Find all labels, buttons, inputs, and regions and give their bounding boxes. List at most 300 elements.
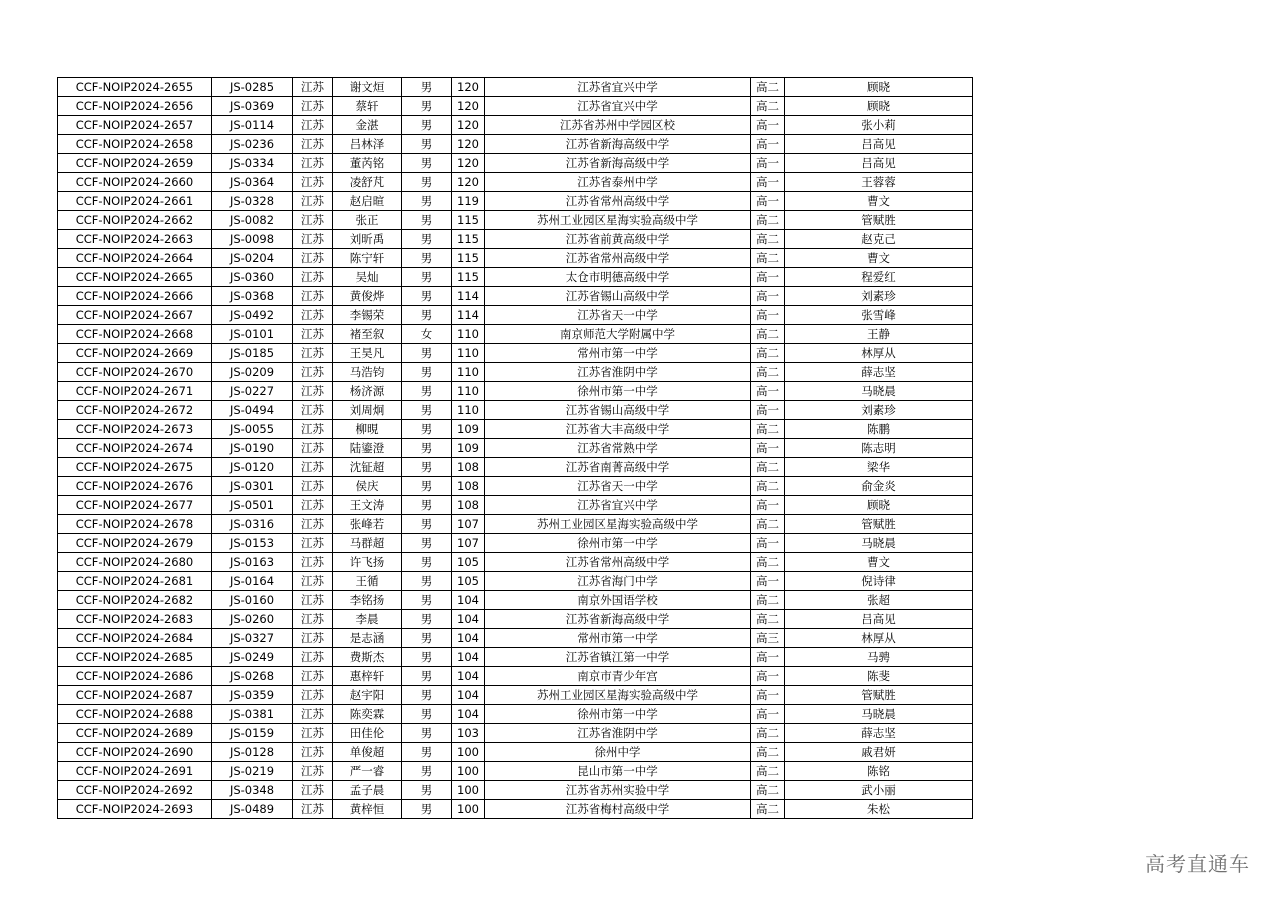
cell-name: 孟子晨	[333, 781, 402, 800]
cell-school: 江苏省新海高级中学	[485, 135, 751, 154]
cell-grade: 高二	[751, 211, 785, 230]
cell-coach: 刘素珍	[785, 401, 973, 420]
cell-contestant-id: JS-0369	[212, 97, 293, 116]
cell-award-id: CCF-NOIP2024-2692	[58, 781, 212, 800]
cell-contestant-id: JS-0268	[212, 667, 293, 686]
cell-name: 刘周炯	[333, 401, 402, 420]
cell-contestant-id: JS-0164	[212, 572, 293, 591]
cell-school: 江苏省梅村高级中学	[485, 800, 751, 819]
cell-award-id: CCF-NOIP2024-2693	[58, 800, 212, 819]
cell-grade: 高二	[751, 477, 785, 496]
cell-grade: 高二	[751, 230, 785, 249]
cell-coach: 王静	[785, 325, 973, 344]
cell-gender: 男	[402, 610, 452, 629]
cell-province: 江苏	[293, 686, 333, 705]
cell-name: 王文涛	[333, 496, 402, 515]
cell-award-id: CCF-NOIP2024-2690	[58, 743, 212, 762]
cell-school: 江苏省常州高级中学	[485, 192, 751, 211]
cell-province: 江苏	[293, 268, 333, 287]
cell-school: 江苏省常州高级中学	[485, 249, 751, 268]
cell-province: 江苏	[293, 154, 333, 173]
cell-score: 104	[452, 705, 485, 724]
cell-award-id: CCF-NOIP2024-2677	[58, 496, 212, 515]
cell-province: 江苏	[293, 173, 333, 192]
cell-contestant-id: JS-0128	[212, 743, 293, 762]
cell-gender: 男	[402, 173, 452, 192]
cell-name: 李锡荣	[333, 306, 402, 325]
table-row	[58, 363, 973, 382]
cell-gender: 男	[402, 230, 452, 249]
cell-score: 120	[452, 78, 485, 97]
cell-school: 江苏省苏州中学园区校	[485, 116, 751, 135]
cell-school: 江苏省淮阴中学	[485, 363, 751, 382]
cell-contestant-id: JS-0153	[212, 534, 293, 553]
cell-score: 110	[452, 401, 485, 420]
cell-coach: 曹文	[785, 192, 973, 211]
cell-score: 110	[452, 325, 485, 344]
cell-name: 单俊超	[333, 743, 402, 762]
cell-grade: 高一	[751, 173, 785, 192]
cell-gender: 男	[402, 78, 452, 97]
table-row	[58, 800, 973, 819]
cell-school: 江苏省镇江第一中学	[485, 648, 751, 667]
cell-score: 104	[452, 591, 485, 610]
cell-coach: 武小丽	[785, 781, 973, 800]
cell-school: 徐州市第一中学	[485, 705, 751, 724]
cell-gender: 男	[402, 515, 452, 534]
cell-coach: 顾晓	[785, 97, 973, 116]
cell-contestant-id: JS-0328	[212, 192, 293, 211]
cell-province: 江苏	[293, 743, 333, 762]
cell-contestant-id: JS-0360	[212, 268, 293, 287]
cell-award-id: CCF-NOIP2024-2663	[58, 230, 212, 249]
cell-grade: 高二	[751, 743, 785, 762]
cell-coach: 顾晓	[785, 78, 973, 97]
cell-school: 江苏省锡山高级中学	[485, 287, 751, 306]
cell-score: 100	[452, 743, 485, 762]
table-row	[58, 667, 973, 686]
cell-name: 陈奕霖	[333, 705, 402, 724]
cell-contestant-id: JS-0120	[212, 458, 293, 477]
cell-province: 江苏	[293, 135, 333, 154]
cell-name: 陆鎏澄	[333, 439, 402, 458]
cell-province: 江苏	[293, 401, 333, 420]
cell-coach: 林厚从	[785, 629, 973, 648]
cell-score: 105	[452, 553, 485, 572]
cell-name: 张峰若	[333, 515, 402, 534]
cell-province: 江苏	[293, 648, 333, 667]
cell-school: 苏州工业园区星海实验高级中学	[485, 686, 751, 705]
cell-award-id: CCF-NOIP2024-2680	[58, 553, 212, 572]
cell-score: 110	[452, 363, 485, 382]
cell-contestant-id: JS-0348	[212, 781, 293, 800]
cell-contestant-id: JS-0359	[212, 686, 293, 705]
cell-contestant-id: JS-0368	[212, 287, 293, 306]
cell-name: 金湛	[333, 116, 402, 135]
cell-contestant-id: JS-0501	[212, 496, 293, 515]
cell-gender: 男	[402, 401, 452, 420]
cell-award-id: CCF-NOIP2024-2673	[58, 420, 212, 439]
cell-coach: 马晓晨	[785, 705, 973, 724]
table-row	[58, 401, 973, 420]
cell-grade: 高一	[751, 154, 785, 173]
cell-contestant-id: JS-0301	[212, 477, 293, 496]
cell-coach: 顾晓	[785, 496, 973, 515]
cell-coach: 薛志坚	[785, 363, 973, 382]
cell-award-id: CCF-NOIP2024-2672	[58, 401, 212, 420]
cell-gender: 男	[402, 306, 452, 325]
cell-score: 115	[452, 211, 485, 230]
cell-school: 江苏省前黄高级中学	[485, 230, 751, 249]
cell-province: 江苏	[293, 800, 333, 819]
cell-grade: 高一	[751, 135, 785, 154]
cell-coach: 倪诗律	[785, 572, 973, 591]
cell-grade: 高一	[751, 572, 785, 591]
cell-award-id: CCF-NOIP2024-2676	[58, 477, 212, 496]
cell-gender: 男	[402, 363, 452, 382]
cell-gender: 男	[402, 287, 452, 306]
cell-score: 107	[452, 515, 485, 534]
cell-gender: 男	[402, 135, 452, 154]
cell-coach: 陈斐	[785, 667, 973, 686]
cell-score: 103	[452, 724, 485, 743]
cell-coach: 薛志坚	[785, 724, 973, 743]
cell-province: 江苏	[293, 420, 333, 439]
cell-score: 110	[452, 344, 485, 363]
cell-grade: 高一	[751, 686, 785, 705]
cell-province: 江苏	[293, 496, 333, 515]
cell-school: 徐州市第一中学	[485, 382, 751, 401]
table-row	[58, 116, 973, 135]
cell-award-id: CCF-NOIP2024-2671	[58, 382, 212, 401]
cell-grade: 高一	[751, 648, 785, 667]
cell-score: 115	[452, 249, 485, 268]
cell-grade: 高二	[751, 458, 785, 477]
cell-contestant-id: JS-0489	[212, 800, 293, 819]
cell-school: 江苏省宜兴中学	[485, 78, 751, 97]
cell-gender: 男	[402, 192, 452, 211]
cell-gender: 男	[402, 420, 452, 439]
cell-coach: 马晓晨	[785, 382, 973, 401]
cell-province: 江苏	[293, 439, 333, 458]
cell-grade: 高二	[751, 762, 785, 781]
cell-award-id: CCF-NOIP2024-2655	[58, 78, 212, 97]
cell-contestant-id: JS-0236	[212, 135, 293, 154]
cell-score: 115	[452, 268, 485, 287]
cell-school: 江苏省常熟中学	[485, 439, 751, 458]
cell-score: 120	[452, 116, 485, 135]
cell-award-id: CCF-NOIP2024-2691	[58, 762, 212, 781]
cell-gender: 男	[402, 211, 452, 230]
cell-coach: 管赋胜	[785, 515, 973, 534]
cell-contestant-id: JS-0285	[212, 78, 293, 97]
cell-award-id: CCF-NOIP2024-2662	[58, 211, 212, 230]
cell-school: 江苏省锡山高级中学	[485, 401, 751, 420]
cell-contestant-id: JS-0219	[212, 762, 293, 781]
cell-award-id: CCF-NOIP2024-2678	[58, 515, 212, 534]
watermark-text: 高考直通车	[1145, 852, 1250, 876]
results-table	[57, 77, 973, 819]
table-row	[58, 97, 973, 116]
cell-province: 江苏	[293, 97, 333, 116]
cell-school: 江苏省南菁高级中学	[485, 458, 751, 477]
cell-grade: 高一	[751, 439, 785, 458]
cell-province: 江苏	[293, 211, 333, 230]
cell-name: 吴灿	[333, 268, 402, 287]
cell-name: 刘昕禹	[333, 230, 402, 249]
cell-score: 104	[452, 686, 485, 705]
cell-province: 江苏	[293, 287, 333, 306]
cell-name: 杨济源	[333, 382, 402, 401]
cell-school: 江苏省宜兴中学	[485, 496, 751, 515]
cell-coach: 吕高见	[785, 135, 973, 154]
cell-gender: 男	[402, 800, 452, 819]
table-row	[58, 705, 973, 724]
cell-province: 江苏	[293, 762, 333, 781]
cell-coach: 张超	[785, 591, 973, 610]
cell-score: 104	[452, 667, 485, 686]
cell-contestant-id: JS-0190	[212, 439, 293, 458]
cell-score: 120	[452, 173, 485, 192]
cell-score: 110	[452, 382, 485, 401]
cell-award-id: CCF-NOIP2024-2658	[58, 135, 212, 154]
cell-score: 104	[452, 629, 485, 648]
cell-gender: 男	[402, 648, 452, 667]
table-row	[58, 192, 973, 211]
cell-award-id: CCF-NOIP2024-2664	[58, 249, 212, 268]
results-table-body	[58, 78, 973, 819]
cell-score: 108	[452, 458, 485, 477]
cell-grade: 高二	[751, 610, 785, 629]
cell-name: 费斯杰	[333, 648, 402, 667]
table-row	[58, 325, 973, 344]
cell-coach: 管赋胜	[785, 686, 973, 705]
table-row	[58, 496, 973, 515]
cell-grade: 高二	[751, 363, 785, 382]
cell-score: 120	[452, 97, 485, 116]
cell-contestant-id: JS-0334	[212, 154, 293, 173]
table-row	[58, 534, 973, 553]
cell-contestant-id: JS-0055	[212, 420, 293, 439]
cell-grade: 高三	[751, 629, 785, 648]
cell-coach: 陈铭	[785, 762, 973, 781]
table-row	[58, 154, 973, 173]
table-row	[58, 230, 973, 249]
cell-school: 南京外国语学校	[485, 591, 751, 610]
cell-award-id: CCF-NOIP2024-2660	[58, 173, 212, 192]
cell-award-id: CCF-NOIP2024-2667	[58, 306, 212, 325]
table-row	[58, 287, 973, 306]
cell-award-id: CCF-NOIP2024-2656	[58, 97, 212, 116]
cell-grade: 高二	[751, 553, 785, 572]
cell-name: 凌舒芃	[333, 173, 402, 192]
table-row	[58, 762, 973, 781]
cell-gender: 男	[402, 496, 452, 515]
cell-coach: 吕高见	[785, 154, 973, 173]
cell-province: 江苏	[293, 249, 333, 268]
table-row	[58, 743, 973, 762]
cell-province: 江苏	[293, 667, 333, 686]
cell-school: 江苏省宜兴中学	[485, 97, 751, 116]
cell-award-id: CCF-NOIP2024-2683	[58, 610, 212, 629]
cell-grade: 高一	[751, 287, 785, 306]
cell-gender: 男	[402, 591, 452, 610]
cell-coach: 朱松	[785, 800, 973, 819]
table-row	[58, 553, 973, 572]
cell-score: 104	[452, 648, 485, 667]
cell-coach: 曹文	[785, 553, 973, 572]
cell-score: 104	[452, 610, 485, 629]
cell-province: 江苏	[293, 344, 333, 363]
cell-coach: 刘素珍	[785, 287, 973, 306]
cell-contestant-id: JS-0082	[212, 211, 293, 230]
cell-award-id: CCF-NOIP2024-2675	[58, 458, 212, 477]
cell-coach: 程爱红	[785, 268, 973, 287]
cell-province: 江苏	[293, 629, 333, 648]
cell-name: 王循	[333, 572, 402, 591]
cell-province: 江苏	[293, 724, 333, 743]
cell-gender: 男	[402, 743, 452, 762]
cell-coach: 赵克己	[785, 230, 973, 249]
cell-gender: 男	[402, 249, 452, 268]
cell-contestant-id: JS-0114	[212, 116, 293, 135]
table-row	[58, 249, 973, 268]
cell-score: 100	[452, 800, 485, 819]
cell-name: 黄俊烨	[333, 287, 402, 306]
cell-award-id: CCF-NOIP2024-2661	[58, 192, 212, 211]
cell-province: 江苏	[293, 230, 333, 249]
cell-contestant-id: JS-0364	[212, 173, 293, 192]
cell-name: 严一睿	[333, 762, 402, 781]
cell-name: 褚至叙	[333, 325, 402, 344]
cell-province: 江苏	[293, 534, 333, 553]
cell-province: 江苏	[293, 192, 333, 211]
cell-coach: 张小莉	[785, 116, 973, 135]
cell-province: 江苏	[293, 458, 333, 477]
cell-name: 许飞扬	[333, 553, 402, 572]
cell-gender: 男	[402, 553, 452, 572]
cell-gender: 男	[402, 154, 452, 173]
cell-province: 江苏	[293, 325, 333, 344]
cell-coach: 陈鹏	[785, 420, 973, 439]
cell-grade: 高一	[751, 667, 785, 686]
cell-gender: 男	[402, 667, 452, 686]
cell-province: 江苏	[293, 78, 333, 97]
cell-coach: 俞金炎	[785, 477, 973, 496]
cell-province: 江苏	[293, 477, 333, 496]
cell-coach: 陈志明	[785, 439, 973, 458]
cell-grade: 高二	[751, 781, 785, 800]
cell-gender: 男	[402, 705, 452, 724]
cell-coach: 吕高见	[785, 610, 973, 629]
cell-grade: 高一	[751, 382, 785, 401]
cell-name: 黄梓恒	[333, 800, 402, 819]
cell-score: 115	[452, 230, 485, 249]
cell-name: 田佳伦	[333, 724, 402, 743]
cell-province: 江苏	[293, 363, 333, 382]
cell-province: 江苏	[293, 591, 333, 610]
table-row	[58, 515, 973, 534]
cell-grade: 高一	[751, 401, 785, 420]
cell-coach: 林厚从	[785, 344, 973, 363]
cell-grade: 高二	[751, 78, 785, 97]
cell-award-id: CCF-NOIP2024-2688	[58, 705, 212, 724]
cell-coach: 管赋胜	[785, 211, 973, 230]
cell-school: 徐州市第一中学	[485, 534, 751, 553]
cell-name: 董芮铭	[333, 154, 402, 173]
cell-school: 江苏省新海高级中学	[485, 154, 751, 173]
cell-grade: 高一	[751, 116, 785, 135]
table-row	[58, 781, 973, 800]
cell-contestant-id: JS-0160	[212, 591, 293, 610]
cell-award-id: CCF-NOIP2024-2659	[58, 154, 212, 173]
cell-school: 江苏省天一中学	[485, 306, 751, 325]
cell-name: 是志涵	[333, 629, 402, 648]
cell-score: 108	[452, 477, 485, 496]
table-row	[58, 610, 973, 629]
cell-score: 114	[452, 306, 485, 325]
cell-coach: 梁华	[785, 458, 973, 477]
cell-grade: 高二	[751, 249, 785, 268]
cell-coach: 戚君妍	[785, 743, 973, 762]
cell-award-id: CCF-NOIP2024-2665	[58, 268, 212, 287]
cell-contestant-id: JS-0494	[212, 401, 293, 420]
cell-school: 苏州工业园区星海实验高级中学	[485, 515, 751, 534]
cell-province: 江苏	[293, 306, 333, 325]
cell-name: 陈宁轩	[333, 249, 402, 268]
table-row	[58, 648, 973, 667]
cell-grade: 高一	[751, 705, 785, 724]
cell-school: 江苏省泰州中学	[485, 173, 751, 192]
table-row	[58, 724, 973, 743]
cell-score: 120	[452, 154, 485, 173]
cell-name: 沈钲超	[333, 458, 402, 477]
table-row	[58, 458, 973, 477]
cell-province: 江苏	[293, 781, 333, 800]
table-row	[58, 268, 973, 287]
cell-school: 徐州中学	[485, 743, 751, 762]
cell-score: 120	[452, 135, 485, 154]
cell-contestant-id: JS-0098	[212, 230, 293, 249]
cell-school: 江苏省海门中学	[485, 572, 751, 591]
cell-school: 江苏省大丰高级中学	[485, 420, 751, 439]
cell-name: 侯庆	[333, 477, 402, 496]
cell-coach: 马晓晨	[785, 534, 973, 553]
cell-name: 王昊凡	[333, 344, 402, 363]
cell-coach: 张雪峰	[785, 306, 973, 325]
cell-grade: 高二	[751, 724, 785, 743]
cell-grade: 高一	[751, 192, 785, 211]
cell-gender: 男	[402, 344, 452, 363]
cell-grade: 高二	[751, 420, 785, 439]
cell-school: 常州市第一中学	[485, 629, 751, 648]
cell-gender: 男	[402, 97, 452, 116]
cell-contestant-id: JS-0185	[212, 344, 293, 363]
cell-grade: 高一	[751, 268, 785, 287]
cell-award-id: CCF-NOIP2024-2657	[58, 116, 212, 135]
cell-contestant-id: JS-0209	[212, 363, 293, 382]
cell-grade: 高二	[751, 325, 785, 344]
cell-gender: 男	[402, 781, 452, 800]
cell-school: 江苏省苏州实验中学	[485, 781, 751, 800]
cell-score: 114	[452, 287, 485, 306]
table-row	[58, 344, 973, 363]
cell-grade: 高二	[751, 591, 785, 610]
cell-gender: 男	[402, 116, 452, 135]
cell-province: 江苏	[293, 610, 333, 629]
cell-score: 107	[452, 534, 485, 553]
cell-score: 119	[452, 192, 485, 211]
